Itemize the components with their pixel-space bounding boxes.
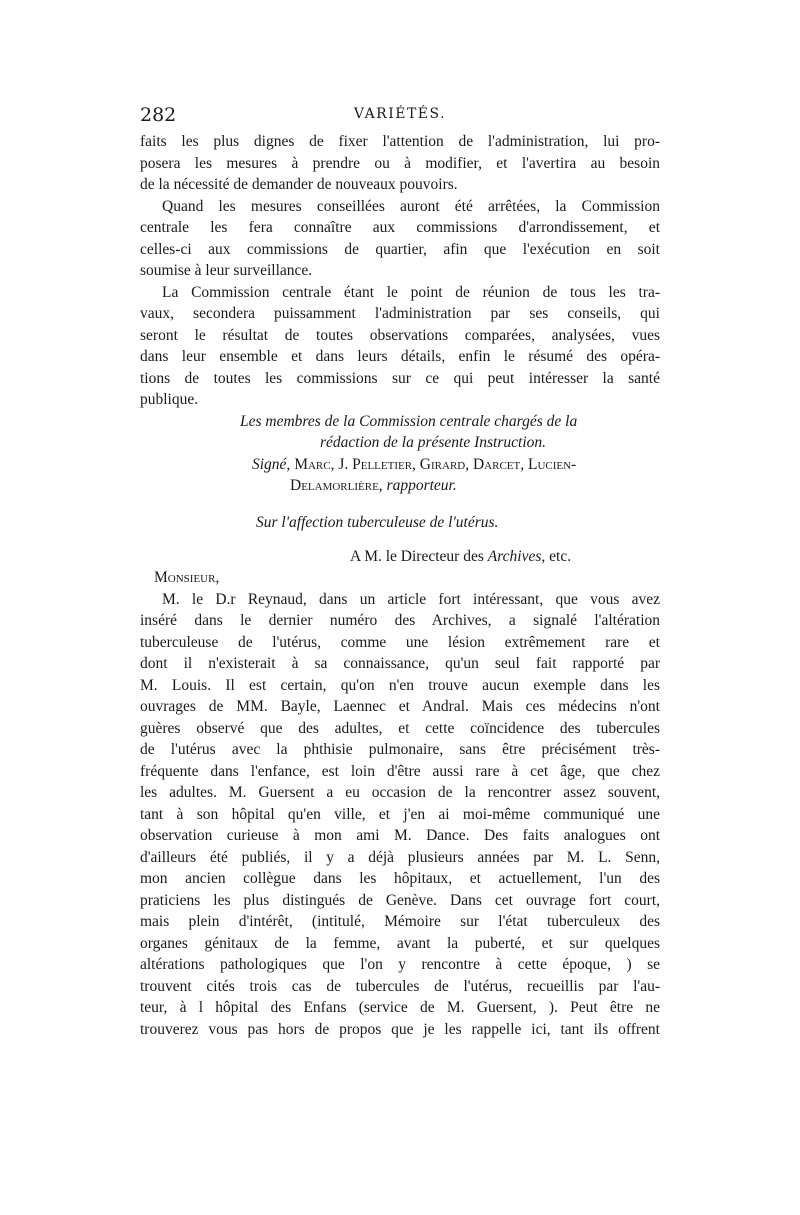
text-line: dans leur ensemble et dans leurs détails, enfin le résumé des opéra- bbox=[140, 348, 660, 365]
salutation: Monsieur, bbox=[154, 569, 220, 586]
text-line: tuberculeuse de l'utérus, comme une lésion extrêmement rare et bbox=[140, 633, 660, 651]
text-line: Quand les mesures conseillées auront été arrêtées, la Commission bbox=[162, 197, 660, 215]
text-line: observation curieuse à mon ami M. Dance. Des faits analogues ont bbox=[140, 827, 660, 844]
text-line: fréquente dans l'enfance, est loin d'être aussi rare à cet âge, que chez bbox=[140, 762, 660, 780]
text-line: publique. bbox=[140, 391, 199, 408]
signatories-line bbox=[140, 475, 660, 497]
text-line: praticiens les plus distingués de Genève. Dans cet ouvrage fort court, bbox=[140, 891, 660, 909]
text-line: mon ancien collègue dans les hôpitaux, et actuellement, l'un des bbox=[140, 870, 660, 887]
signature-line: rédaction de la présente Instruction. bbox=[320, 434, 546, 451]
journal-name: Archives bbox=[487, 547, 542, 565]
page-number: 282 bbox=[140, 104, 177, 126]
text-line: seront le résultat de toutes observations comparées, analysées, vues bbox=[140, 326, 660, 344]
letter-section bbox=[140, 512, 660, 1040]
text-line: mais plein d'intérêt, (intitulé, Mémoire sur l'état tuberculeux des bbox=[140, 913, 660, 930]
text-line: soumise à leur surveillance. bbox=[140, 262, 313, 279]
signatory-names: Marc, J. Pelletier, Girard, Darcet, Lucien- bbox=[290, 455, 577, 473]
text-line: inséré dans le dernier numéro des Archives, a signalé l'altération bbox=[140, 612, 660, 629]
text-line: posera les mesures à prendre ou à modifier, et l'avertira au besoin bbox=[140, 154, 660, 172]
signatories-line bbox=[140, 454, 660, 476]
text-line: tant à son hôpital qu'en ville, et j'en ai moi-même communiqué une bbox=[140, 805, 660, 823]
signature-line: Les membres de la Commission centrale chargés de la bbox=[240, 412, 578, 430]
text-line: dont il n'existerait à sa connaissance, qu'un seul fait rapporté par bbox=[140, 655, 660, 672]
text-line: centrale les fera connaître aux commissions d'arrondissement, et bbox=[140, 219, 660, 236]
text-line: tions de toutes les commissions sur ce qui peut intéresser la santé bbox=[140, 369, 660, 387]
text-line: M. Louis. Il est certain, qu'on n'en trouve aucun exemple dans les bbox=[140, 676, 660, 694]
text-line: teur, à l hôpital des Enfans (service de M. Guersent, ). Peut être ne bbox=[140, 999, 660, 1016]
address-line bbox=[140, 546, 660, 568]
article-title: Sur l'affection tuberculeuse de l'utérus. bbox=[256, 514, 499, 531]
signe-label: Signé, bbox=[252, 455, 291, 473]
text-line: faits les plus dignes de fixer l'attention de l'administration, lui pro- bbox=[140, 133, 660, 150]
text-line: celles-ci aux commissions de quartier, afin que l'exécution en soit bbox=[140, 240, 660, 258]
text-line: d'ailleurs été publiés, il y a déjà plusieurs années par M. L. Senn, bbox=[140, 848, 660, 866]
text-line: de la nécessité de demander de nouveaux pouvoirs. bbox=[140, 176, 458, 193]
text-line: M. le D.r Reynaud, dans un article fort intéressant, que vous avez bbox=[162, 590, 660, 608]
separator: , bbox=[378, 477, 387, 494]
text-line: La Commission centrale étant le point de réunion de tous les tra- bbox=[162, 283, 660, 301]
text-line: de l'utérus avec la phthisie pulmonaire, sans être précisément très- bbox=[140, 741, 660, 758]
text-line: ouvrages de MM. Bayle, Laennec et Andral. Mais ces médecins n'ont bbox=[140, 698, 660, 715]
text-line: organes génitaux de la femme, avant la puberté, et sur quelques bbox=[140, 934, 660, 952]
running-title: VARIÉTÉS. bbox=[353, 106, 447, 122]
text-line: guères observé que des adultes, et cette coïncidence des tubercules bbox=[140, 719, 660, 737]
text-line: les adultes. M. Guersent a eu occasion de la rencontrer assez souvent, bbox=[140, 784, 660, 801]
text-line: vaux, secondera puissamment l'administration par ses conseils, qui bbox=[140, 305, 660, 322]
text-line: trouverez vous pas hors de propos que je les rappelle ici, tant ils offrent bbox=[140, 1020, 660, 1038]
text-line: trouvent cités trois cas de tubercules de l'utérus, recueillis par l'au- bbox=[140, 977, 660, 995]
rapporteur-name: Delamorlière bbox=[290, 477, 379, 494]
text-line: altérations pathologiques que l'on y rencontre à cette époque, ) se bbox=[140, 956, 660, 973]
rapporteur-role: rapporteur. bbox=[386, 477, 457, 494]
instruction-text bbox=[140, 131, 660, 497]
address-suffix: , etc. bbox=[541, 547, 572, 565]
page-header bbox=[140, 104, 660, 128]
address-prefix: A M. le Directeur des bbox=[350, 547, 488, 565]
